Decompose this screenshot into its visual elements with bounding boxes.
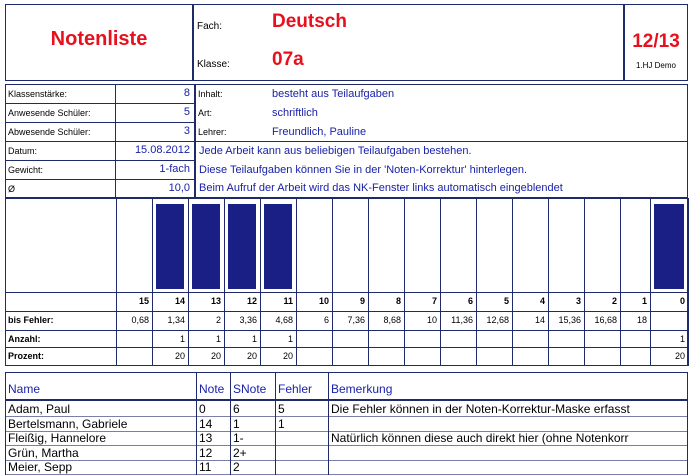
note-line-3: Beim Aufruf der Arbeit wird das NK-Fenster links automatisch eingeblendet — [199, 182, 563, 194]
grade-fehler: 2 — [215, 315, 221, 325]
student-cell[interactable]: 12 — [199, 445, 213, 460]
grade-note: 13 — [210, 296, 221, 306]
grade-fehler: 4,68 — [275, 315, 293, 325]
student-cell[interactable]: 0 — [199, 402, 206, 416]
grade-prozent: 20 — [282, 351, 293, 361]
table-header-name: Name — [8, 382, 41, 396]
table-header-bemerkung: Bemerkung — [331, 382, 393, 396]
student-cell[interactable]: 11 — [199, 460, 212, 474]
grid-rule — [476, 198, 477, 366]
grade-note: 4 — [539, 296, 545, 306]
grid-rule — [404, 198, 405, 366]
grade-fehler: 8,68 — [383, 315, 401, 325]
grid-rule — [368, 198, 369, 366]
grid-rule — [296, 198, 297, 366]
grade-prozent: 20 — [674, 351, 685, 361]
info-label: Gewicht: — [8, 165, 44, 175]
grade-note: 0 — [679, 296, 685, 306]
grade-anzahl: 1 — [679, 334, 685, 344]
student-cell: Grün, Martha — [8, 445, 79, 460]
note-line-1: Jede Arbeit kann aus beliebigen Teilaufgaben bestehen. — [199, 145, 472, 157]
info-label: Ø — [8, 184, 16, 194]
grid-rule — [512, 198, 513, 366]
student-cell: Fleißig, Hannelore — [8, 431, 107, 445]
info-label: Abwesende Schüler: — [8, 127, 91, 137]
grade-fehler: 1,34 — [167, 315, 185, 325]
grade-distribution-panel — [5, 198, 688, 366]
grade-bar — [654, 204, 684, 289]
school-year: 12/13 — [632, 31, 680, 52]
lehrer-value: Freundlich, Pauline — [272, 126, 367, 138]
grade-note: 15 — [138, 296, 149, 306]
grid-rule — [5, 330, 688, 331]
row-label-fehler: bis Fehler: — [8, 315, 54, 325]
grid-rule — [548, 198, 549, 366]
grade-fehler: 18 — [636, 315, 647, 325]
grid-rule — [620, 198, 621, 366]
grade-bar — [228, 204, 256, 289]
row-label-prozent: Prozent: — [8, 351, 44, 361]
info-value: 1-fach — [159, 163, 190, 175]
student-cell[interactable]: 1- — [233, 431, 244, 445]
student-cell[interactable]: 6 — [233, 402, 240, 416]
grade-anzahl: 1 — [287, 334, 293, 344]
grade-fehler: 0,68 — [131, 315, 149, 325]
grade-note: 5 — [503, 296, 509, 306]
grade-prozent: 20 — [246, 351, 257, 361]
art-label: Art: — [198, 108, 213, 118]
student-cell[interactable]: 5 — [278, 402, 285, 416]
grade-fehler: 15,36 — [558, 315, 581, 325]
grade-fehler: 12,68 — [486, 315, 509, 325]
inhalt-label: Inhalt: — [198, 89, 223, 99]
grid-rule — [5, 347, 688, 348]
grade-bar — [192, 204, 220, 289]
art-value: schriftlich — [272, 107, 318, 119]
grade-anzahl: 1 — [251, 334, 257, 344]
info-value: 8 — [183, 87, 190, 99]
lehrer-label: Lehrer: — [198, 127, 227, 137]
grade-note: 9 — [359, 296, 365, 306]
grade-fehler: 10 — [426, 315, 437, 325]
grade-bar — [264, 204, 292, 289]
grid-rule — [584, 198, 585, 366]
grade-fehler: 3,36 — [239, 315, 257, 325]
info-value: 10,0 — [168, 182, 190, 194]
inhalt-value: besteht aus Teilaufgaben — [272, 88, 395, 100]
grade-note: 14 — [174, 296, 185, 306]
grade-prozent: 20 — [210, 351, 221, 361]
student-cell: Adam, Paul — [8, 402, 71, 416]
info-label: Anwesende Schüler: — [8, 108, 91, 118]
table-header-note: Note — [199, 382, 225, 396]
table-header-snote: SNote — [233, 382, 267, 396]
grade-note: 3 — [575, 296, 581, 306]
row-label-anzahl: Anzahl: — [8, 334, 41, 344]
student-cell[interactable]: 13 — [199, 431, 213, 445]
info-label: Datum: — [8, 146, 38, 156]
student-cell: Die Fehler können in der Noten-Korrektur-Maske erfasst — [331, 402, 630, 416]
info-value: 5 — [183, 106, 190, 118]
student-cell: Meier, Sepp — [8, 460, 73, 474]
grade-prozent: 20 — [174, 351, 185, 361]
student-cell: Bertelsmann, Gabriele — [8, 416, 128, 431]
grade-anzahl: 1 — [215, 334, 221, 344]
grid-rule — [440, 198, 441, 366]
grade-fehler: 16,68 — [594, 315, 617, 325]
student-cell[interactable]: 1 — [278, 416, 285, 431]
grade-bar — [156, 204, 184, 289]
student-cell[interactable]: 1 — [233, 416, 240, 431]
grid-rule — [116, 198, 117, 366]
student-cell[interactable]: 14 — [199, 416, 213, 431]
grade-note: 11 — [283, 296, 293, 306]
student-cell[interactable]: 2 — [233, 460, 240, 474]
table-header-fehler: Fehler — [278, 382, 313, 396]
grade-note: 1 — [641, 296, 647, 306]
page-title: Notenliste — [50, 28, 148, 50]
fach-label: Fach: — [197, 21, 223, 32]
klasse-value: 07a — [272, 49, 304, 70]
grid-rule — [5, 311, 688, 312]
info-label: Klassenstärke: — [8, 89, 68, 99]
grade-note: 7 — [431, 296, 437, 306]
grade-anzahl: 1 — [179, 334, 185, 344]
klasse-label: Klasse: — [197, 59, 230, 70]
student-cell[interactable]: 2+ — [233, 445, 247, 460]
grade-fehler: 7,36 — [347, 315, 365, 325]
grade-note: 6 — [467, 296, 473, 306]
grade-note: 10 — [318, 296, 329, 306]
grade-fehler: 14 — [534, 315, 545, 325]
fach-value: Deutsch — [272, 11, 347, 32]
grid-rule — [332, 198, 333, 366]
student-cell: Natürlich können diese auch direkt hier (ohne Notenkorr — [331, 431, 629, 445]
grade-fehler: 6 — [323, 315, 329, 325]
grade-fehler: 11,36 — [451, 315, 473, 325]
demo-label: 1.HJ Demo — [635, 61, 676, 70]
note-line-2: Diese Teilaufgaben können Sie in der 'Noten-Korrektur' hinterlegen. — [199, 164, 528, 176]
grade-note: 2 — [611, 296, 617, 306]
table-header-rule — [5, 399, 688, 401]
grade-note: 8 — [395, 296, 401, 306]
info-value: 3 — [183, 125, 190, 137]
grade-note: 12 — [246, 296, 257, 306]
grid-rule — [5, 292, 688, 293]
info-value: 15.08.2012 — [134, 144, 190, 156]
